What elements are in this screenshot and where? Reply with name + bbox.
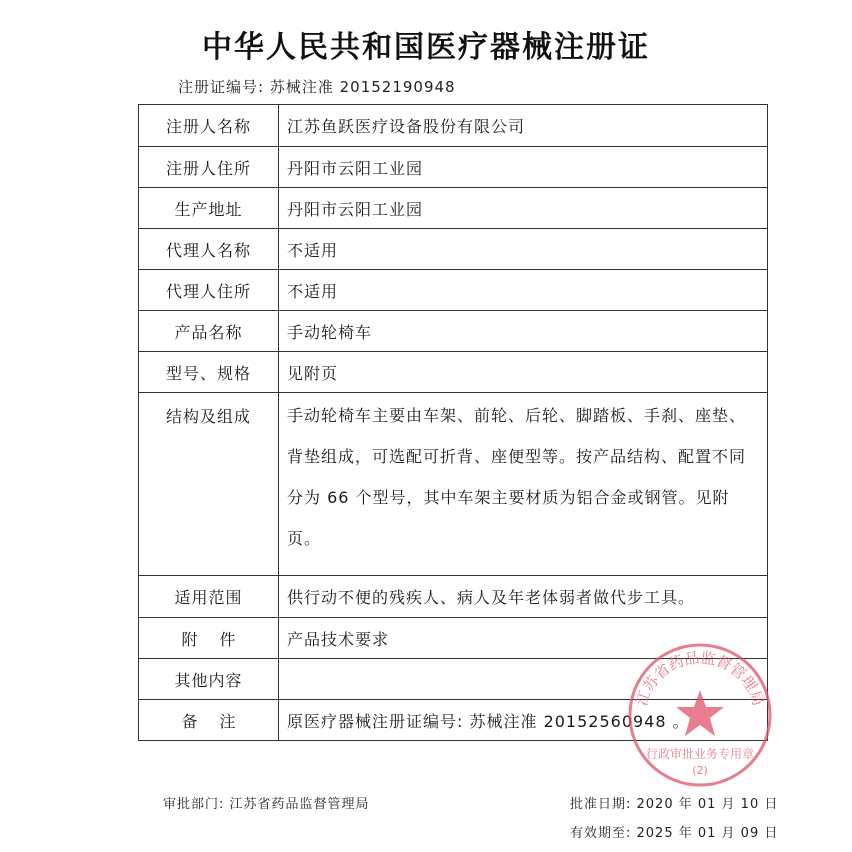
approval-authority: 审批部门: 江苏省药品监督管理局	[163, 797, 370, 812]
seal-number-text: (2)	[692, 764, 708, 777]
row-value: 手动轮椅车	[279, 311, 768, 352]
table-row	[139, 229, 768, 270]
row-value: 供行动不便的残疾人、病人及年老体弱者做代步工具。	[279, 576, 768, 618]
row-value: 手动轮椅车主要由车架、前轮、后轮、脚踏板、手刹、座垫、背垫组成，可选配可折背、座便型等。按产品结构、配置不同分为 66 个型号，其中车架主要材质为铝合金或钢管。见附页。	[279, 393, 768, 576]
row-label: 产品名称	[139, 311, 279, 352]
table-row	[139, 576, 768, 618]
table-row	[139, 270, 768, 311]
table-row	[139, 188, 768, 229]
row-label: 适用范围	[139, 576, 279, 618]
certificate-title: 中华人民共和国医疗器械注册证	[202, 30, 650, 65]
row-label: 其他内容	[139, 659, 279, 700]
approval-date: 批准日期: 2020 年 01 月 10 日	[570, 797, 779, 812]
row-label: 型号、规格	[139, 352, 279, 393]
seal-authority-text: 江苏省药品监督管理局	[632, 648, 768, 709]
row-value: 不适用	[279, 229, 768, 270]
registration-number-value: 苏械注准 20152190948	[269, 78, 456, 96]
row-label: 结构及组成	[139, 393, 279, 576]
row-label-text: 备注	[181, 711, 258, 731]
table-row	[139, 311, 768, 352]
official-seal-icon	[625, 640, 775, 790]
row-label: 注册人名称	[139, 105, 279, 147]
registration-number	[178, 76, 456, 97]
row-value: 不适用	[279, 270, 768, 311]
expiry-date: 有效期至: 2025 年 01 月 09 日	[570, 826, 779, 841]
row-label-text: 附件	[181, 629, 258, 649]
row-label	[139, 700, 279, 741]
row-value: 见附页	[279, 352, 768, 393]
table-row	[139, 393, 768, 576]
row-label: 注册人住所	[139, 147, 279, 188]
row-value: 产品技术要求	[279, 618, 768, 659]
row-label: 代理人名称	[139, 229, 279, 270]
row-value: 丹阳市云阳工业园	[279, 188, 768, 229]
table-row	[139, 352, 768, 393]
seal-dept-text: 行政审批业务专用章	[645, 747, 755, 761]
registration-number-label: 注册证编号:	[178, 78, 265, 96]
row-label: 代理人住所	[139, 270, 279, 311]
table-row	[139, 105, 768, 147]
row-label: 生产地址	[139, 188, 279, 229]
table-row	[139, 147, 768, 188]
row-value: 江苏鱼跃医疗设备股份有限公司	[279, 105, 768, 147]
row-value: 原医疗器械注册证编号: 苏械注准 20152560948 。	[279, 700, 768, 741]
row-value: 丹阳市云阳工业园	[279, 147, 768, 188]
row-label	[139, 618, 279, 659]
